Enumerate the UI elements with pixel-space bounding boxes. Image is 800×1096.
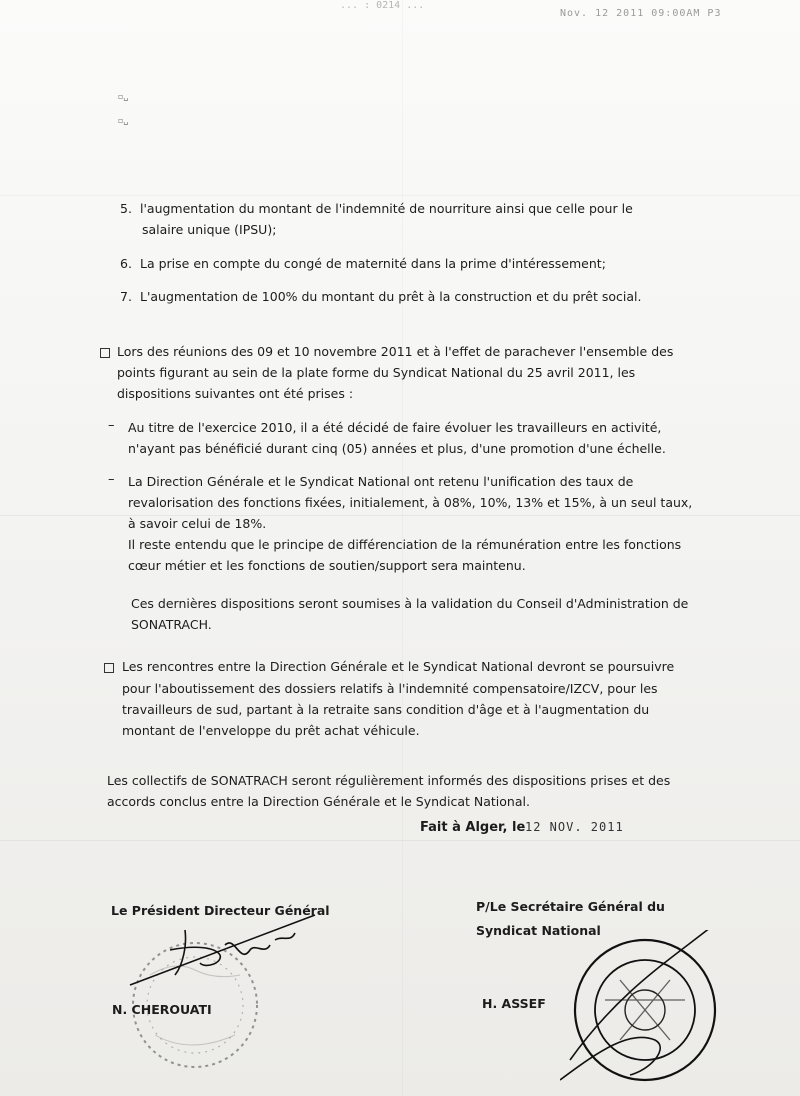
fax-header: Nov. 12 2011 09:00AM P3 (560, 8, 722, 19)
checkbox-bullet (104, 663, 114, 673)
closing-line: accords conclus entre la Direction Générale et le Syndicat National. (107, 794, 530, 809)
list-text: salaire unique (IPSU); (142, 222, 277, 237)
list-item-5-cont (142, 219, 276, 240)
note-line: SONATRACH. (131, 617, 212, 632)
note-line: Ces dernières dispositions seront soumises à la validation du Conseil d'Administration de (131, 596, 689, 611)
section2-line: travailleurs de sud, partant à la retraite sans condition d'âge et à l'augmentation du (122, 702, 650, 717)
closing-line: Les collectifs de SONATRACH seront régulièrement informés des dispositions prises et des (107, 773, 671, 788)
list-number: 7. (120, 289, 132, 304)
section1-line: Lors des réunions des 09 et 10 novembre 2011 et à l'effet de parachever l'ensemble des (117, 344, 674, 359)
fax-header-left: ... : 0214 ... (340, 0, 425, 11)
right-signatory-title-2: Syndicat National (476, 923, 601, 938)
section2-line: pour l'aboutissement des dossiers relatifs à l'indemnité compensatoire/IZCV, pour les (122, 681, 658, 696)
bullet1-line: Au titre de l'exercice 2010, il a été décidé de faire évoluer les travailleurs en activité, (128, 420, 662, 435)
checkbox-bullet (100, 348, 110, 358)
bullet2-line: cœur métier et les fonctions de soutien/support sera maintenu. (128, 558, 526, 573)
left-signatory-title: Le Président Directeur Général (111, 903, 330, 918)
list-text: l'augmentation du montant de l'indemnité de nourriture ainsi que celle pour le (140, 201, 633, 216)
bullet2-line: Il reste entendu que le principe de différenciation de la rémunération entre les fonctions (128, 537, 682, 552)
section2-line: montant de l'enveloppe du prêt achat véhicule. (122, 723, 420, 738)
right-stamp-seal (560, 930, 730, 1090)
bullet1-line: n'ayant pas bénéficié durant cinq (05) années et plus, d'une promotion d'une échelle. (128, 441, 666, 456)
left-signatory-name: N. CHEROUATI (112, 1002, 212, 1017)
list-text: L'augmentation de 100% du montant du prêt à la construction et du prêt social. (140, 289, 642, 304)
place-label: Fait à Alger, le (420, 820, 526, 835)
dash-bullet: – (108, 418, 115, 433)
list-number: 5. (120, 201, 132, 216)
right-signatory-name: H. ASSEF (482, 996, 546, 1011)
left-handwritten-signature (125, 905, 325, 995)
list-item-7 (120, 286, 641, 307)
dash-bullet: – (108, 472, 115, 487)
list-item-6 (120, 253, 606, 274)
right-signatory-title-1: P/Le Secrétaire Général du (476, 899, 665, 914)
list-number: 6. (120, 256, 132, 271)
bullet2-line: revalorisation des fonctions fixées, initialement, à 08%, 10%, 13% et 15%, à un seul taux, (128, 495, 693, 510)
date-stamp: 12 NOV. 2011 (525, 820, 624, 834)
list-text: La prise en compte du congé de maternité dans la prime d'intéressement; (140, 256, 606, 271)
list-item-5 (120, 198, 633, 219)
page-crease (0, 515, 800, 516)
scan-mark: ▫␣ (118, 92, 129, 101)
scan-mark: ▫␣ (118, 116, 129, 125)
page-crease (0, 195, 800, 196)
section1-line: points figurant au sein de la plate forme du Syndicat National du 25 avril 2011, les (117, 365, 636, 380)
bullet2-line: à savoir celui de 18%. (128, 516, 267, 531)
section2-line: Les rencontres entre la Direction Générale et le Syndicat National devront se poursuivre (122, 659, 675, 674)
section1-line: dispositions suivantes ont été prises : (117, 386, 354, 401)
bullet2-line: La Direction Générale et le Syndicat National ont retenu l'unification des taux de (128, 474, 634, 489)
page-crease (0, 840, 800, 841)
